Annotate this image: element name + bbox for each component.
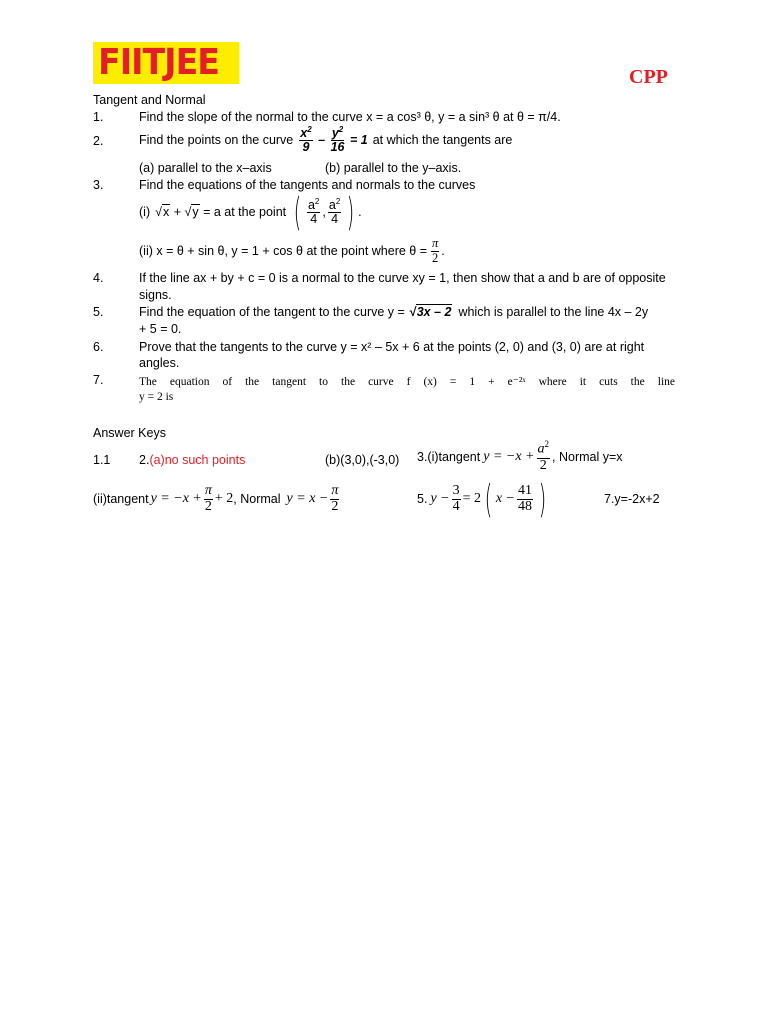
q5-pre: Find the equation of the tangent to the curve y = <box>139 305 405 319</box>
q4-line2: signs. <box>139 288 172 302</box>
fiitjee-logo <box>93 42 239 84</box>
pi-over-2: $\frac{\pi}{2}$ <box>432 236 439 265</box>
q5-line2: + 5 = 0. <box>139 322 182 336</box>
pi-over-2-tangent: $\frac{\pi}{2}$ <box>204 482 212 514</box>
answer-3i-label: 3.(i)tangent <box>417 450 481 464</box>
answer-3ii-label: (ii)tangent <box>93 492 149 506</box>
q4-number: 4. <box>93 271 104 285</box>
q3-number: 3. <box>93 178 104 192</box>
logo-text: FIITJEE <box>98 42 219 83</box>
q4-line1: If the line ax + by + c = 0 is a normal to the curve xy = 1, then show that a and b are of opposite <box>139 271 666 285</box>
a2-over-4-second: $\frac{a^2}{4}$ <box>328 196 341 227</box>
answer-3i-normal: , Normal y=x <box>552 450 623 464</box>
q7-line2: y = 2 is <box>139 391 174 403</box>
x2-over-9: $\frac{x^2}{9}$ <box>300 124 312 155</box>
q3-text: Find the equations of the tangents and normals to the curves <box>139 178 476 192</box>
pi-over-2-normal: $\frac{\pi}{2}$ <box>331 482 339 514</box>
answer-3i: 3.(i)tangent y = −x + $\frac{a^2}{2}$ , Normal y=x <box>417 439 623 473</box>
answer-5: 5. y − $\frac{3}{4}$ = 2 ( x − $\frac{41}{48}$ ) <box>417 477 547 521</box>
answer-5-label: 5. <box>417 492 428 506</box>
q3-ii-text: (ii) x = θ + sin θ, y = 1 + cos θ at the point where θ = <box>139 244 428 258</box>
q1-text: Find the slope of the normal to the curve x = a cos³ θ, y = a sin³ θ at θ = π/4. <box>139 110 561 124</box>
cpp-label: CPP <box>629 66 668 88</box>
q3-i-mid: = a at the point <box>203 205 287 219</box>
answer-2-number: 2. <box>139 453 150 467</box>
three-over-four: $\frac{3}{4}$ <box>452 482 460 514</box>
q5-line1: Find the equation of the tangent to the curve y = √3x – 2 which is parallel to the line 4x – 2y <box>139 305 649 319</box>
a2-over-2: $\frac{a^2}{2}$ <box>537 439 550 473</box>
page-title: Tangent and Normal <box>93 93 206 107</box>
q6-number: 6. <box>93 340 104 354</box>
q7-number: 7. <box>93 373 104 387</box>
q6-line1: Prove that the tangents to the curve y = x² – 5x + 6 at the points (2, 0) and (3, 0) are at right <box>139 340 645 354</box>
q3-part-i: (i) √x + √y = a at the point ( $\frac{a^2}{4}$ , $\frac{a^2}{4}$ ) . <box>139 190 362 234</box>
answer-2a-text: (a)no such points <box>149 453 246 467</box>
q6-line2: angles. <box>139 356 180 370</box>
q2-line: Find the points on the curve $\frac{x^2}{9}$ – $\frac{y^2}{16}$ = 1 at which the tangents are <box>139 124 513 155</box>
answer-3ii: (ii)tangent y = −x + $\frac{\pi}{2}$ + 2 , Normal y = x − $\frac{\pi}{2}$ <box>93 482 339 514</box>
answer-2b: (b)(3,0),(-3,0) <box>325 453 400 467</box>
q1-number: 1. <box>93 110 104 124</box>
q2-option-b: (b) parallel to the y–axis. <box>325 161 462 175</box>
answer-3ii-normal-label: , Normal <box>233 492 281 506</box>
answer-keys-heading: Answer Keys <box>93 426 166 440</box>
q2-number: 2. <box>93 134 104 148</box>
q2-post: at which the tangents are <box>372 133 513 147</box>
answer-7: 7.y=-2x+2 <box>604 492 660 506</box>
q3-part-ii: (ii) x = θ + sin θ, y = 1 + cos θ at the point where θ = $\frac{\pi}{2}$ . <box>139 236 445 265</box>
q7-line1: The equation of the tangent to the curve f (x) = 1 + e⁻²ˣ where it cuts the line <box>139 376 675 388</box>
q5-post: which is parallel to the line 4x – 2y <box>458 305 649 319</box>
answer-1: 1.1 <box>93 453 111 467</box>
41-over-48: $\frac{41}{48}$ <box>518 482 533 514</box>
answer-2a <box>139 453 245 467</box>
y2-over-16: $\frac{y^2}{16}$ <box>330 124 345 155</box>
q2-pre: Find the points on the curve <box>139 133 294 147</box>
q3-i-label: (i) <box>139 205 151 219</box>
q5-number: 5. <box>93 305 104 319</box>
q2-option-a: (a) parallel to the x–axis <box>139 161 272 175</box>
a2-over-4-first: $\frac{a^2}{4}$ <box>307 196 320 227</box>
